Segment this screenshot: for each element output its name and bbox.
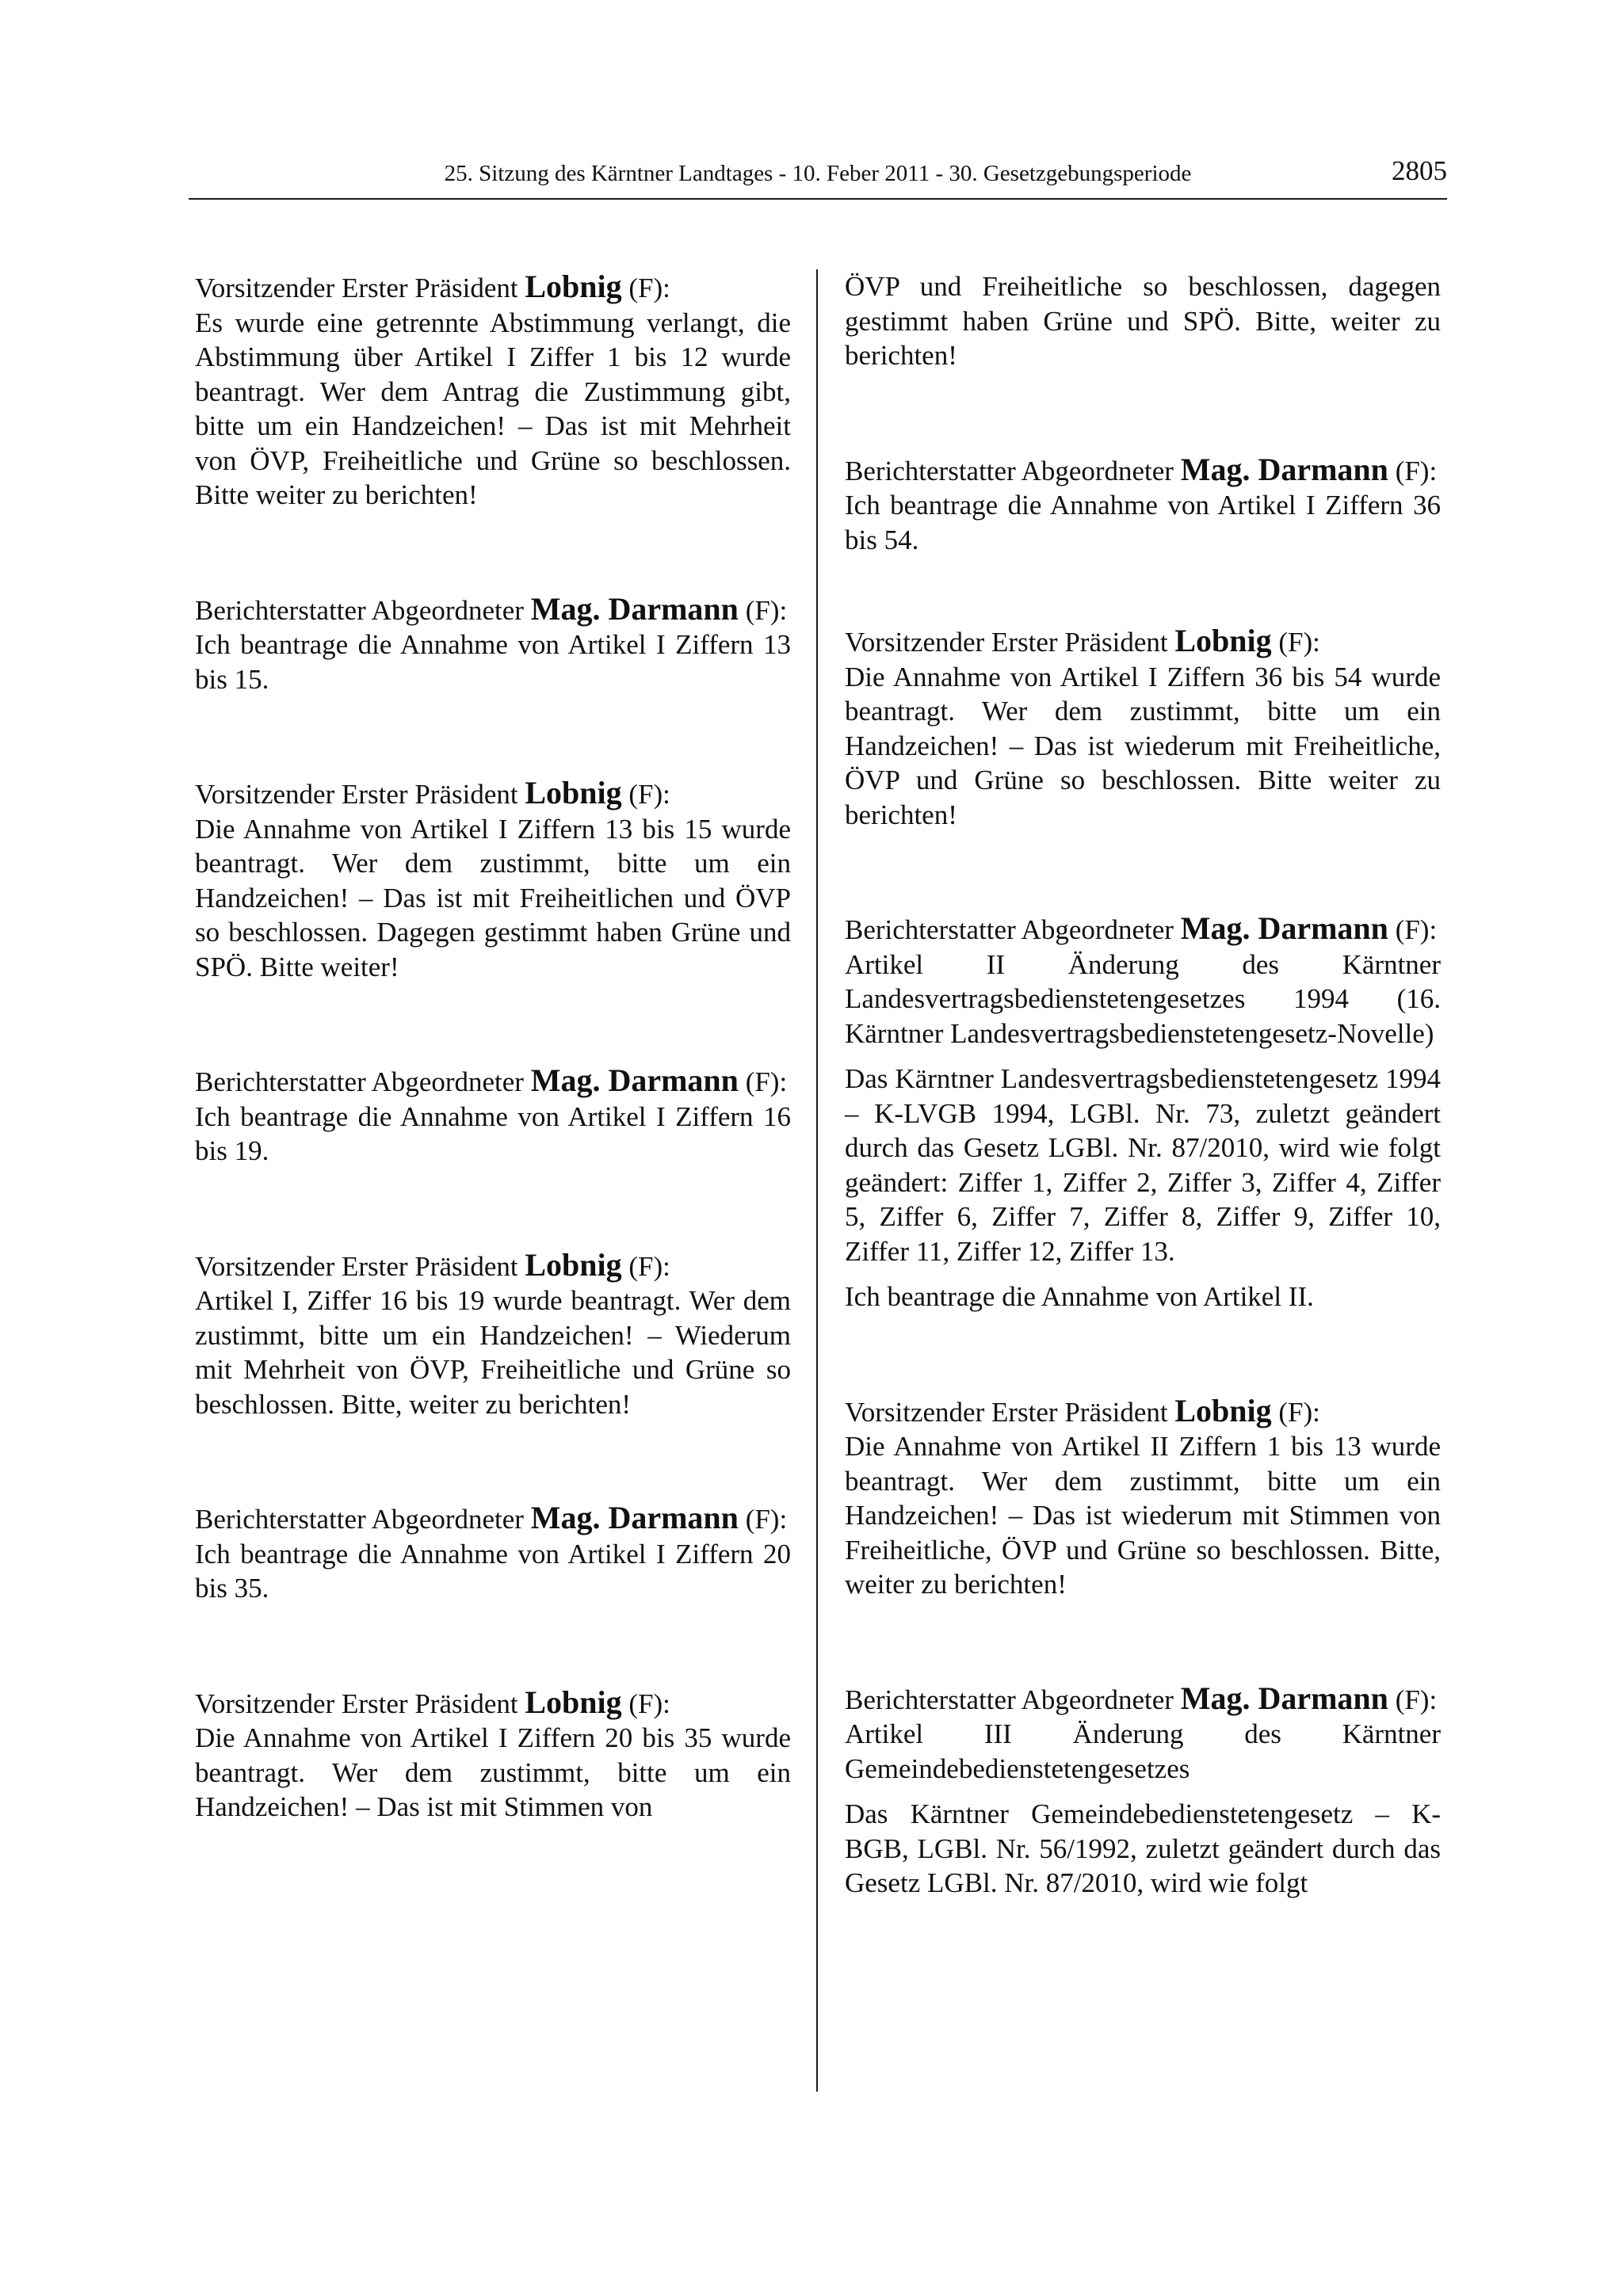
speaker-line-president	[195, 269, 791, 306]
speaker-name: Mag. Darmann	[530, 1062, 739, 1098]
speaker-prefix: Berichterstatter Abgeordneter	[845, 914, 1174, 945]
column-divider	[816, 269, 818, 2092]
speaker-line-reporter	[845, 911, 1441, 948]
page-header	[189, 154, 1447, 200]
speaker-name: Lobnig	[1174, 623, 1272, 658]
speaker-line-president	[195, 1248, 791, 1284]
speaker-name: Mag. Darmann	[1180, 910, 1388, 946]
speaker-line-reporter	[845, 1681, 1441, 1718]
speaker-line-president	[195, 776, 791, 812]
speaker-prefix: Vorsitzender Erster Präsident	[195, 1688, 518, 1719]
speaker-name: Mag. Darmann	[530, 590, 739, 627]
paragraph: Ich beantrage die Annahme von Artikel I Ziffern 20 bis 35.	[195, 1538, 791, 1604]
paragraph: Die Annahme von Artikel I Ziffern 36 bis 54 wurde beantragt. Wer dem zustimmt, bitte um ein Handzeichen! – Das ist wiederum mit Freiheitliche, ÖVP und Grüne so beschlossen. Bitte weiter zu berichten!	[845, 661, 1441, 830]
paragraph: Ich beantrage die Annahme von Artikel I Ziffern 13 bis 15.	[195, 629, 791, 695]
paragraph: Artikel II Änderung des Kärntner Landesvertragsbedienstetengesetzes 1994 (16. Kärntner Landesvertragsbedienstetengesetz-Novelle)	[845, 948, 1441, 1049]
paragraph: Ich beantrage die Annahme von Artikel I Ziffern 36 bis 54.	[845, 490, 1441, 555]
speaker-name: Lobnig	[525, 269, 622, 304]
speaker-prefix: Berichterstatter Abgeordneter	[195, 594, 524, 626]
speaker-party: (F):	[745, 594, 788, 626]
paragraph: Ich beantrage die Annahme von Artikel II.	[845, 1281, 1314, 1312]
speaker-name: Mag. Darmann	[530, 1500, 739, 1535]
speaker-line-reporter	[195, 592, 791, 628]
paragraph: Das Kärntner Landesvertragsbedienstetengesetz 1994 – K-LVGB 1994, LGBl. Nr. 73, zuletzt geändert durch das Gesetz LGBl. Nr. 87/2010, wird wie folgt geändert: Ziffer 1, Ziffer 2, Ziffer 3, Ziffer 4, Ziffer 5, Ziffer 6, Ziffer 7, Ziffer 8, Ziffer 9, Ziffer 10, Ziffer 11, Ziffer 12, Ziffer 13.	[845, 1063, 1441, 1267]
speaker-prefix: Berichterstatter Abgeordneter	[195, 1504, 524, 1535]
speaker-line-reporter	[845, 452, 1441, 489]
speaker-party: (F):	[628, 273, 670, 303]
speaker-party: (F):	[1395, 914, 1438, 945]
speaker-prefix: Berichterstatter Abgeordneter	[845, 455, 1174, 486]
speaker-name: Mag. Darmann	[1180, 451, 1388, 487]
speaker-party: (F):	[1395, 1684, 1438, 1715]
speaker-prefix: Vorsitzender Erster Präsident	[195, 273, 518, 303]
speaker-party: (F):	[1278, 1396, 1320, 1428]
speaker-party: (F):	[628, 1250, 670, 1282]
page-number: 2805	[1392, 155, 1447, 186]
speaker-party: (F):	[745, 1066, 788, 1097]
paragraph: Die Annahme von Artikel II Ziffern 1 bis 13 wurde beantragt. Wer dem zustimmt, bitte um ein Handzeichen! – Das ist wiederum mit Stimmen von Freiheitliche, ÖVP und Grüne so beschlossen. Bitte, weiter zu berichten!	[845, 1431, 1441, 1600]
paragraph: Das Kärntner Gemeindebedienstetengesetz – K-BGB, LGBl. Nr. 56/1992, zuletzt geändert durch das Gesetz LGBl. Nr. 87/2010, wird wie folgt	[845, 1798, 1441, 1898]
paragraph: Artikel III Änderung des Kärntner Gemeindebedienstetengesetzes	[845, 1718, 1441, 1784]
paragraph: Es wurde eine getrennte Abstimmung verlangt, die Abstimmung über Artikel I Ziffer 1 bis 12 wurde beantragt. Wer dem Antrag die Zustimmung gibt, bitte um ein Handzeichen! – Das ist mit Mehrheit von ÖVP, Freiheitliche und Grüne so beschlossen. Bitte weiter zu berichten!	[195, 307, 791, 510]
speaker-name: Lobnig	[1174, 1392, 1272, 1428]
speaker-party: (F):	[745, 1504, 788, 1535]
speaker-party: (F):	[1395, 455, 1438, 486]
speaker-party: (F):	[628, 779, 670, 810]
speaker-party: (F):	[628, 1688, 670, 1719]
paragraph: ÖVP und Freiheitliche so beschlossen, dagegen gestimmt haben Grüne und SPÖ. Bitte, weiter zu berichten!	[845, 271, 1441, 371]
speaker-name: Lobnig	[525, 1246, 622, 1283]
speaker-prefix: Vorsitzender Erster Präsident	[845, 627, 1168, 658]
paragraph: Ich beantrage die Annahme von Artikel I Ziffern 16 bis 19.	[195, 1100, 791, 1166]
speaker-line-reporter	[195, 1501, 791, 1537]
speaker-prefix: Berichterstatter Abgeordneter	[845, 1684, 1174, 1715]
speaker-line-president	[845, 1394, 1441, 1430]
speaker-line-president	[195, 1685, 791, 1722]
speaker-line-reporter	[195, 1063, 791, 1100]
paragraph: Artikel I, Ziffer 16 bis 19 wurde beantragt. Wer dem zustimmt, bitte um ein Handzeichen! – Wiederum mit Mehrheit von ÖVP, Freiheitliche und Grüne so beschlossen. Bitte, weiter zu berichten!	[195, 1285, 791, 1420]
left-column	[195, 269, 791, 1825]
speaker-name: Lobnig	[525, 775, 622, 810]
speaker-prefix: Vorsitzender Erster Präsident	[195, 779, 518, 810]
speaker-prefix: Berichterstatter Abgeordneter	[195, 1066, 524, 1097]
speaker-prefix: Vorsitzender Erster Präsident	[195, 1250, 518, 1282]
header-title: 25. Sitzung des Kärntner Landtages - 10. Feber 2011 - 30. Gesetzgebungsperiode	[444, 161, 1192, 186]
speaker-prefix: Vorsitzender Erster Präsident	[845, 1396, 1168, 1428]
speaker-name: Lobnig	[525, 1684, 622, 1720]
paragraph: Die Annahme von Artikel I Ziffern 20 bis 35 wurde beantragt. Wer dem zustimmt, bitte um ein Handzeichen! – Das ist mit Stimmen von	[195, 1722, 791, 1822]
right-column	[845, 269, 1441, 1901]
speaker-name: Mag. Darmann	[1180, 1680, 1388, 1716]
paragraph: Die Annahme von Artikel I Ziffern 13 bis 15 wurde beantragt. Wer dem zustimmt, bitte um ein Handzeichen! – Das ist mit Freiheitlichen und ÖVP so beschlossen. Dagegen gestimmt haben Grüne und SPÖ. Bitte weiter!	[195, 813, 791, 982]
speaker-party: (F):	[1278, 627, 1320, 658]
speaker-line-president	[845, 624, 1441, 660]
